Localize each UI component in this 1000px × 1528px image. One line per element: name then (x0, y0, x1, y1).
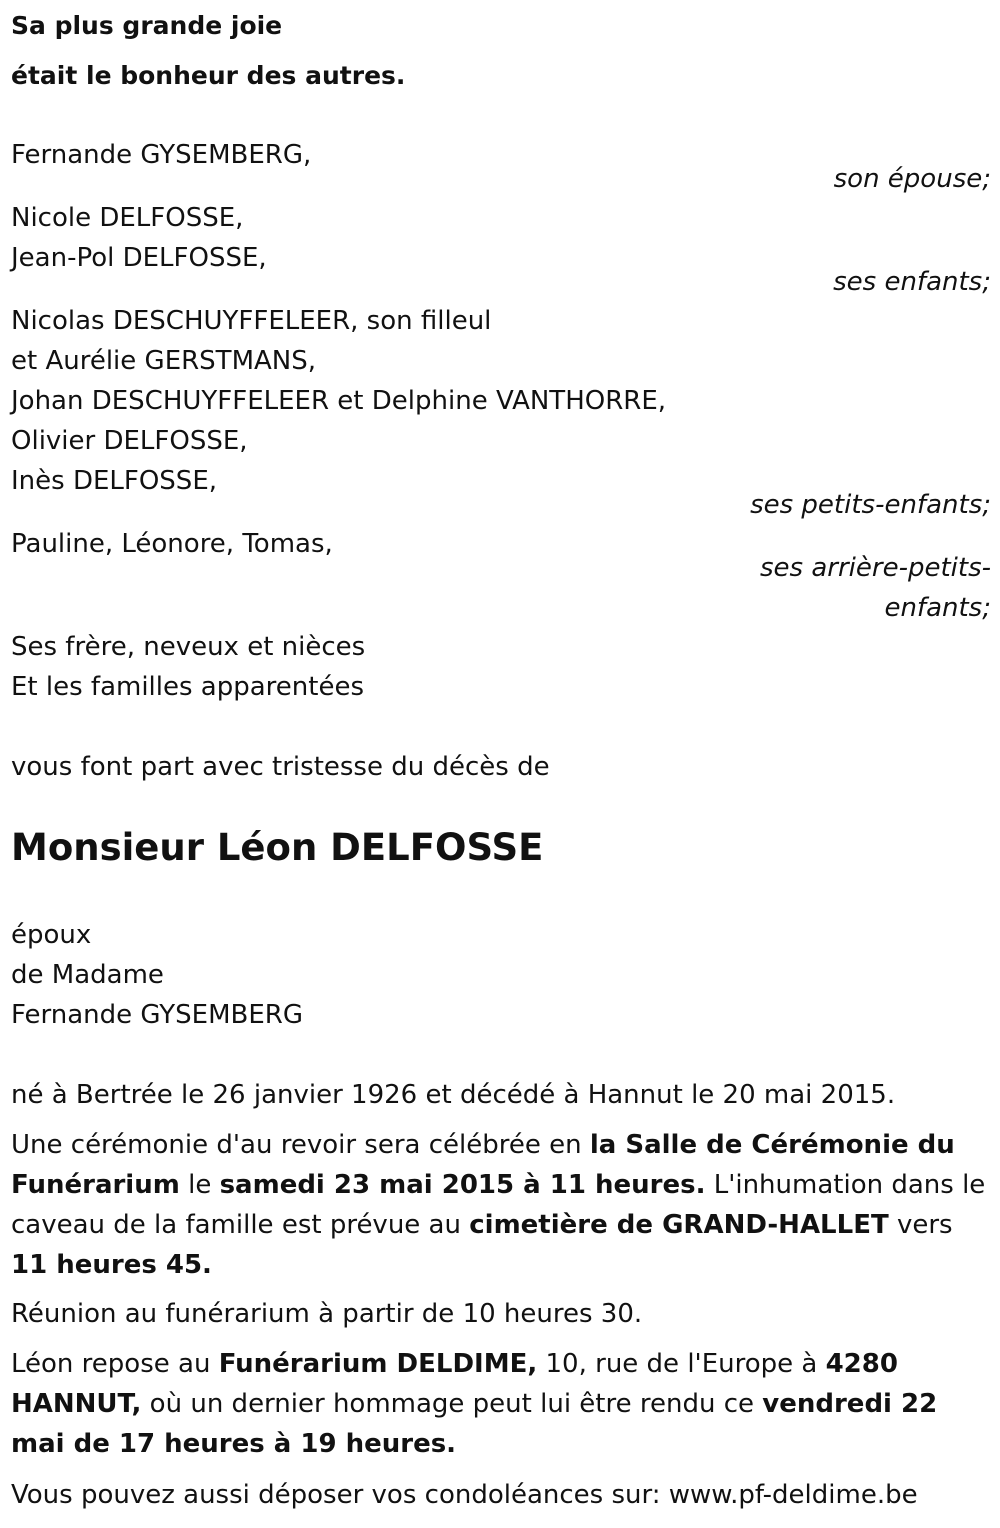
deceased-name: Monsieur Léon DELFOSSE (11, 826, 544, 869)
ceremony-location: la Salle de Cérémonie du Funérarium (11, 1130, 955, 1200)
spouse-line: de Madame (11, 960, 164, 990)
grandchild-name: Olivier DELFOSSE, (11, 426, 248, 456)
motto-line-1: Sa plus grande joie (11, 11, 283, 40)
motto-line-2: était le bonheur des autres. (11, 61, 406, 90)
child-name: Nicole DELFOSSE, (11, 203, 244, 233)
repose-text: 10, rue de l'Europe à (537, 1349, 826, 1379)
burial-cemetery: cimetière de GRAND-HALLET (469, 1210, 889, 1240)
birth-death-dates: né à Bertrée le 26 janvier 1926 et décédé à Hannut le 20 mai 2015. (11, 1080, 896, 1110)
spouse-line: époux (11, 920, 92, 950)
ceremony-text: vers (888, 1210, 953, 1240)
spouse-relation: son épouse; (833, 164, 991, 194)
child-name: Jean-Pol DELFOSSE, (11, 243, 267, 273)
spouse-line: Fernande GYSEMBERG (11, 1000, 303, 1030)
ceremony-text: L'inhumation dans le caveau de la famille est prévue au (11, 1170, 986, 1240)
grandchildren-relation: ses petits-enfants; (750, 490, 991, 520)
funeral-home-name: Funérarium DELDIME, (218, 1349, 538, 1379)
repose-text: où un dernier hommage peut lui être rendu ce (141, 1389, 763, 1419)
great-grandchildren-relation-line-1: ses arrière-petits- (760, 553, 991, 583)
ceremony-text: Une cérémonie d'au revoir sera célébrée en (11, 1130, 590, 1160)
grandchild-name: Inès DELFOSSE, (11, 466, 218, 496)
grandchild-name: Johan DESCHUYFFELEER et Delphine VANTHORRE, (11, 386, 667, 416)
great-grandchildren-names: Pauline, Léonore, Tomas, (11, 529, 333, 559)
grandchild-name: Nicolas DESCHUYFFELEER, son filleul (11, 306, 492, 336)
spouse-name: Fernande GYSEMBERG, (11, 140, 312, 170)
ceremony-text: le (179, 1170, 220, 1200)
other-family-line: Et les familles apparentées (11, 672, 365, 702)
children-relation: ses enfants; (833, 267, 991, 297)
grandchild-name: et Aurélie GERSTMANS, (11, 346, 317, 376)
funeral-home-city: 4280 HANNUT, (11, 1349, 898, 1419)
ceremony-datetime: samedi 23 mai 2015 à 11 heures. (219, 1170, 706, 1200)
visitation-datetime: vendredi 22 mai de 17 heures à 19 heures. (11, 1389, 938, 1459)
announcement-text: vous font part avec tristesse du décès de (11, 752, 550, 782)
burial-time: 11 heures 45. (11, 1250, 212, 1280)
other-family-line: Ses frère, neveux et nièces (11, 632, 366, 662)
repose-text: Léon repose au (11, 1349, 219, 1379)
repose-paragraph (11, 1344, 986, 1464)
ceremony-paragraph (11, 1125, 986, 1285)
reunion-text: Réunion au funérarium à partir de 10 heures 30. (11, 1299, 643, 1329)
condolences-text: Vous pouvez aussi déposer vos condoléances sur: www.pf-deldime.be (11, 1480, 918, 1510)
great-grandchildren-relation-line-2: enfants; (884, 593, 991, 623)
